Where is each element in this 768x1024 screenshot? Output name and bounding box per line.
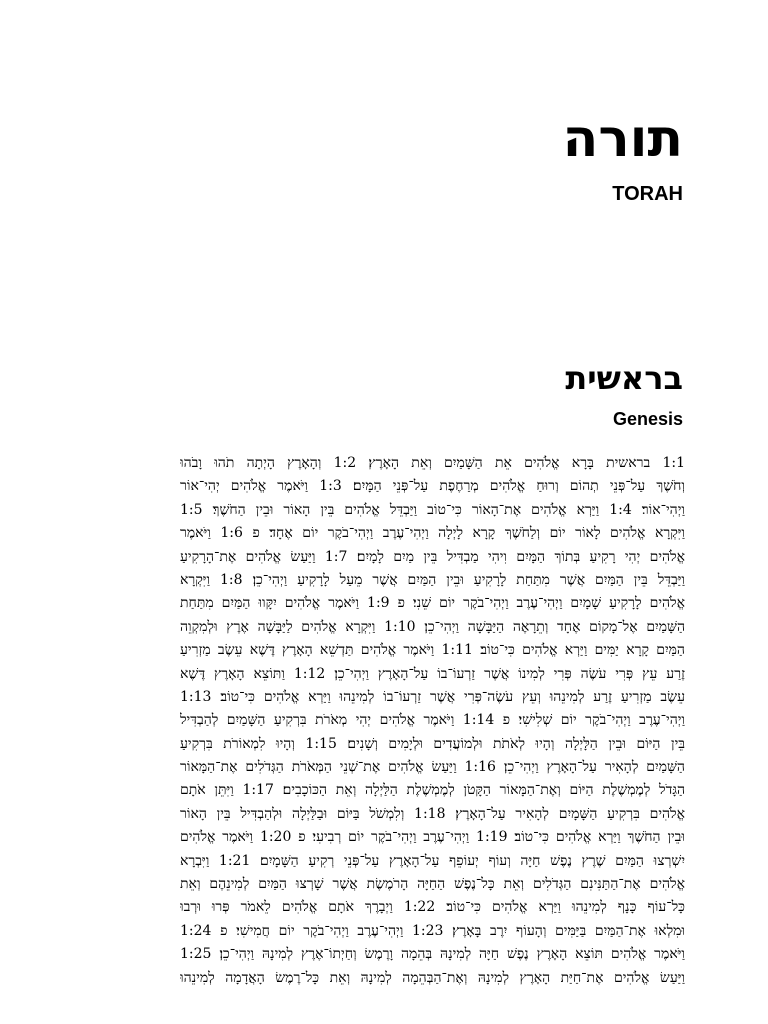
- text-line: יִשְׁרְצוּ הַמַּיִם שֶׁרֶץ נֶפֶשׁ חַיָּה וְעוֹף יְעוֹפֵף עַל־הָאָרֶץ עַל־פְּנֵי רְקִיעַ הַשָּׁמָיִם׃ 1:21 וַיִּבְרָא: [180, 852, 685, 869]
- torah-title-english: TORAH: [612, 183, 683, 205]
- book-title-english: Genesis: [612, 409, 683, 429]
- text-line: אֱלֹהִים אֶת־הַתַּנִּינִם הַגְּדֹלִים וְאֵת כָּל־נֶפֶשׁ הַחַיָּה הָרֹמֶשֶׂת אֲשֶׁר שָׁרְצוּ הַמַּיִם לְמִינֵהֶם וְאֵת: [180, 876, 685, 893]
- text-line: וּמִלְאוּ אֶת־הַמַּיִם בַּיַּמִּים וְהָעוֹף יִרֶב בָּאָרֶץ׃ 1:23 וַיְהִי־עֶרֶב וַיְהִי־בֹקֶר יוֹם חֲמִישִׁי׃ פ 1:24: [180, 922, 685, 939]
- text-line: וַיְהִי־עֶרֶב וַיְהִי־בֹקֶר יוֹם שְׁלִישִׁי׃ פ 1:14 וַיֹּאמֶר אֱלֹהִים יְהִי מְאֹרֹת בִּרְקִיעַ הַשָּׁמַיִם לְהַבְדִּיל: [180, 712, 685, 729]
- text-line: 1:1 בראשית בָּרָא אֱלֹהִים אֵת הַשָּׁמַיִם וְאֵת הָאָרֶץ׃ 1:2 וְהָאָרֶץ הָיְתָה תֹהוּ וָבֹהוּ: [180, 455, 685, 471]
- torah-title-hebrew: תורה: [562, 109, 683, 169]
- text-line: כָּל־עוֹף כָּנָף לְמִינֵהוּ וַיַּרְא אֱלֹהִים כִּי־טוֹב׃ 1:22 וַיְבָרֶךְ אֹתָם אֱלֹהִים לֵאמֹר פְּרוּ וּרְבוּ: [180, 899, 685, 916]
- text-line: וַיְהִי־אוֹר׃ 1:4 וַיַּרְא אֱלֹהִים אֶת־הָאוֹר כִּי־טוֹב וַיַּבְדֵּל אֱלֹהִים בֵּין הָאוֹר וּבֵין הַחֹשֶׁךְ׃ 1:5: [180, 501, 685, 518]
- text-line: הַשָּׁמַיִם לְהָאִיר עַל־הָאָרֶץ וַיְהִי־כֵן׃ 1:16 וַיַּעַשׂ אֱלֹהִים אֶת־שְׁנֵי הַמְּאֹרֹת הַגְּדֹלִים אֶת־הַמָּאוֹר: [180, 759, 685, 776]
- text-line: אֱלֹהִים לָרָקִיעַ שָׁמָיִם וַיְהִי־עֶרֶב וַיְהִי־בֹקֶר יוֹם שֵׁנִי׃ פ 1:9 וַיֹּאמֶר אֱלֹהִים יִקָּווּ הַמַּיִם מִתַּחַת: [180, 595, 685, 612]
- text-line: אֱלֹהִים בִּרְקִיעַ הַשָּׁמָיִם לְהָאִיר עַל־הָאָרֶץ׃ 1:18 וְלִמְשֹׁל בַּיּוֹם וּבַלַּיְלָה וּלְהַבְדִּיל בֵּין הָאוֹר: [180, 805, 685, 822]
- text-line: עֵשֶׂב מַזְרִיעַ זֶרַע לְמִינֵהוּ וְעֵץ עֹשֶׂה־פְּרִי אֲשֶׁר זַרְעוֹ־בוֹ לְמִינֵהוּ וַיַּרְא אֱלֹהִים כִּי־טוֹב׃ 1:13: [180, 688, 685, 705]
- genesis-text-block: [180, 452, 685, 990]
- text-line: בֵּין הַיּוֹם וּבֵין הַלָּיְלָה וְהָיוּ לְאֹתֹת וּלְמוֹעֲדִים וּלְיָמִים וְשָׁנִים׃ 1:15 וְהָיוּ לִמְאוֹרֹת בִּרְקִיעַ: [180, 735, 685, 752]
- text-line: הַשָּׁמַיִם אֶל־מָקוֹם אֶחָד וְתֵרָאֶה הַיַּבָּשָׁה וַיְהִי־כֵן׃ 1:10 וַיִּקְרָא אֱלֹהִים לַיַּבָּשָׁה אֶרֶץ וּלְמִקְוֵה: [180, 618, 685, 635]
- text-line: אֱלֹהִים יְהִי רָקִיעַ בְּתוֹךְ הַמָּיִם וִיהִי מַבְדִּיל בֵּין מַיִם לָמָיִם׃ 1:7 וַיַּעַשׂ אֱלֹהִים אֶת־הָרָקִיעַ: [180, 548, 685, 565]
- text-line: הַגָּדֹל לְמֶמְשֶׁלֶת הַיּוֹם וְאֶת־הַמָּאוֹר הַקָּטֹן לְמֶמְשֶׁלֶת הַלַּיְלָה וְאֵת הַכּוֹכָבִים׃ 1:17 וַיִּתֵּן אֹתָם: [180, 782, 685, 799]
- text-line: זֶרַע עֵץ פְּרִי עֹשֶׂה פְּרִי לְמִינוֹ אֲשֶׁר זַרְעוֹ־בוֹ עַל־הָאָרֶץ וַיְהִי־כֵן׃ 1:12 וַתּוֹצֵא הָאָרֶץ דֶּשֶׁא: [180, 665, 685, 682]
- text-line: וַיִּקְרָא אֱלֹהִים לָאוֹר יוֹם וְלַחֹשֶׁךְ קָרָא לָיְלָה וַיְהִי־עֶרֶב וַיְהִי־בֹקֶר יוֹם אֶחָד׃ פ 1:6 וַיֹּאמֶר: [180, 525, 685, 542]
- text-line: וַיֹּאמֶר אֱלֹהִים תּוֹצֵא הָאָרֶץ נֶפֶשׁ חַיָּה לְמִינָהּ בְּהֵמָה וָרֶמֶשׂ וְחַיְתוֹ־אֶרֶץ לְמִינָהּ וַיְהִי־כֵן׃ 1:25: [180, 946, 685, 963]
- text-line: וַיַּבְדֵּל בֵּין הַמַּיִם אֲשֶׁר מִתַּחַת לָרָקִיעַ וּבֵין הַמַּיִם אֲשֶׁר מֵעַל לָרָקִיעַ וַיְהִי־כֵן׃ 1:8 וַיִּקְרָא: [180, 571, 685, 588]
- text-line: וְחֹשֶׁךְ עַל־פְּנֵי תְהוֹם וְרוּחַ אֱלֹהִים מְרַחֶפֶת עַל־פְּנֵי הַמָּיִם׃ 1:3 וַיֹּאמֶר אֱלֹהִים יְהִי־אוֹר: [180, 478, 685, 495]
- text-line: וַיַּעַשׂ אֱלֹהִים אֶת־חַיַּת הָאָרֶץ לְמִינָהּ וְאֶת־הַבְּהֵמָה לְמִינָהּ וְאֵת כָּל־רֶמֶשׂ הָאֲדָמָה לְמִינֵהוּ: [180, 969, 685, 986]
- book-title-hebrew: בראשית: [565, 359, 683, 397]
- text-line: וּבֵין הַחֹשֶׁךְ וַיַּרְא אֱלֹהִים כִּי־טוֹב׃ 1:19 וַיְהִי־עֶרֶב וַיְהִי־בֹקֶר יוֹם רְבִיעִי׃ פ 1:20 וַיֹּאמֶר אֱלֹהִים: [180, 829, 685, 846]
- text-line: הַמַּיִם קָרָא יַמִּים וַיַּרְא אֱלֹהִים כִּי־טוֹב׃ 1:11 וַיֹּאמֶר אֱלֹהִים תַּדְשֵׁא הָאָרֶץ דֶּשֶׁא עֵשֶׂב מַזְרִיעַ: [180, 642, 685, 659]
